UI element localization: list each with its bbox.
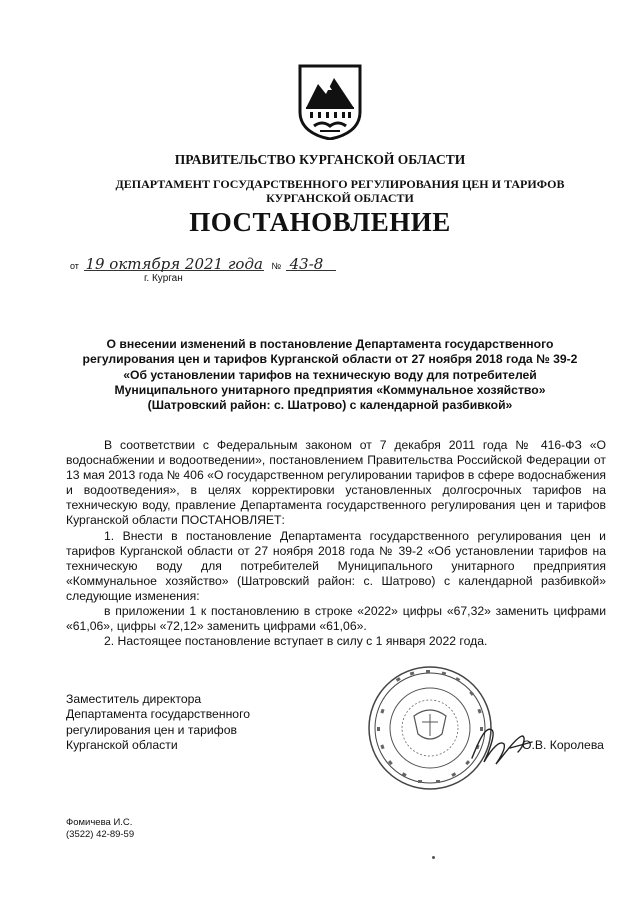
number-label: №: [271, 261, 282, 271]
executor-name: Фомичева И.С.: [66, 817, 133, 828]
executor-info: [66, 817, 134, 841]
coat-of-arms-icon: [296, 64, 364, 140]
signatory-line-2: Департамента государственного: [66, 707, 251, 722]
signatory-name: О.В. Королева: [522, 738, 604, 752]
date-underline: [84, 270, 264, 271]
handwritten-date: 19 октября 2021 года: [85, 255, 263, 273]
signatory-position: [66, 692, 250, 753]
item-1-paragraph: 1. Внести в постановление Департамента государственного регулирования цен и тарифов Курганской области от 27 ноября 2018 года № 39-2 «Об установлении тарифов на техническую воду для потребителей Муниципального унитарного предприятия «Коммунальное хозяйство» (Шатровский район: с. Шатрово) с календарной разбивкой» следующие изменения:: [66, 528, 606, 603]
page-speck: [432, 856, 435, 859]
signatory-line-3: регулирования цен и тарифов: [66, 722, 237, 737]
document-subject: О внесении изменений в постановление Департамента государственного регулирования цен и тарифов Курганской области от 27 ноября 2018 года № 39-2 «Об установлении тарифов на техническую воду для потребителей Муниципального унитарного предприятия «Коммунальное хозяйство» (Шатровский район: с. Шатрово) с календарной разбивкой»: [82, 337, 578, 413]
item-1-detail-paragraph: в приложении 1 к постановлению в строке «2022» цифры «67,32» заменить цифрами «61,06», цифры «72,12» заменить цифрами «61,06».: [66, 604, 606, 634]
document-type-title: ПОСТАНОВЛЕНИЕ: [189, 207, 451, 237]
signatory-line-4: Курганской области: [66, 737, 178, 752]
city-label: г. Курган: [144, 273, 183, 284]
government-name: ПРАВИТЕЛЬСТВО КУРГАНСКОЙ ОБЛАСТИ: [174, 152, 466, 167]
item-2-paragraph: 2. Настоящее постановление вступает в силу с 1 января 2022 года.: [104, 634, 488, 649]
preamble-paragraph: В соответствии с Федеральным законом от 7 декабря 2011 года № 416-ФЗ «О водоснабжении и водоотведении», постановлением Правительства Российской Федерации от 13 мая 2013 года № 406 «О государственном регулировании тарифов в сфере водоснабжения и водоотведения», в целях корректировки установленных долгосрочных тарифов на техническую воду, правление Департамента государственного регулирования цен и тарифов Курганской области ПОСТАНОВЛЯЕТ:: [66, 438, 606, 528]
handwritten-number: 43-8: [289, 255, 324, 273]
number-underline: [286, 270, 336, 271]
department-name: ДЕПАРТАМЕНТ ГОСУДАРСТВЕННОГО РЕГУЛИРОВАНИЯ ЦЕН И ТАРИФОВ КУРГАНСКОЙ ОБЛАСТИ: [115, 177, 565, 205]
document-body: [66, 438, 606, 649]
executor-phone: (3522) 42-89-59: [66, 829, 135, 840]
from-label: от: [70, 261, 79, 271]
signatory-line-1: Заместитель директора: [66, 692, 202, 706]
